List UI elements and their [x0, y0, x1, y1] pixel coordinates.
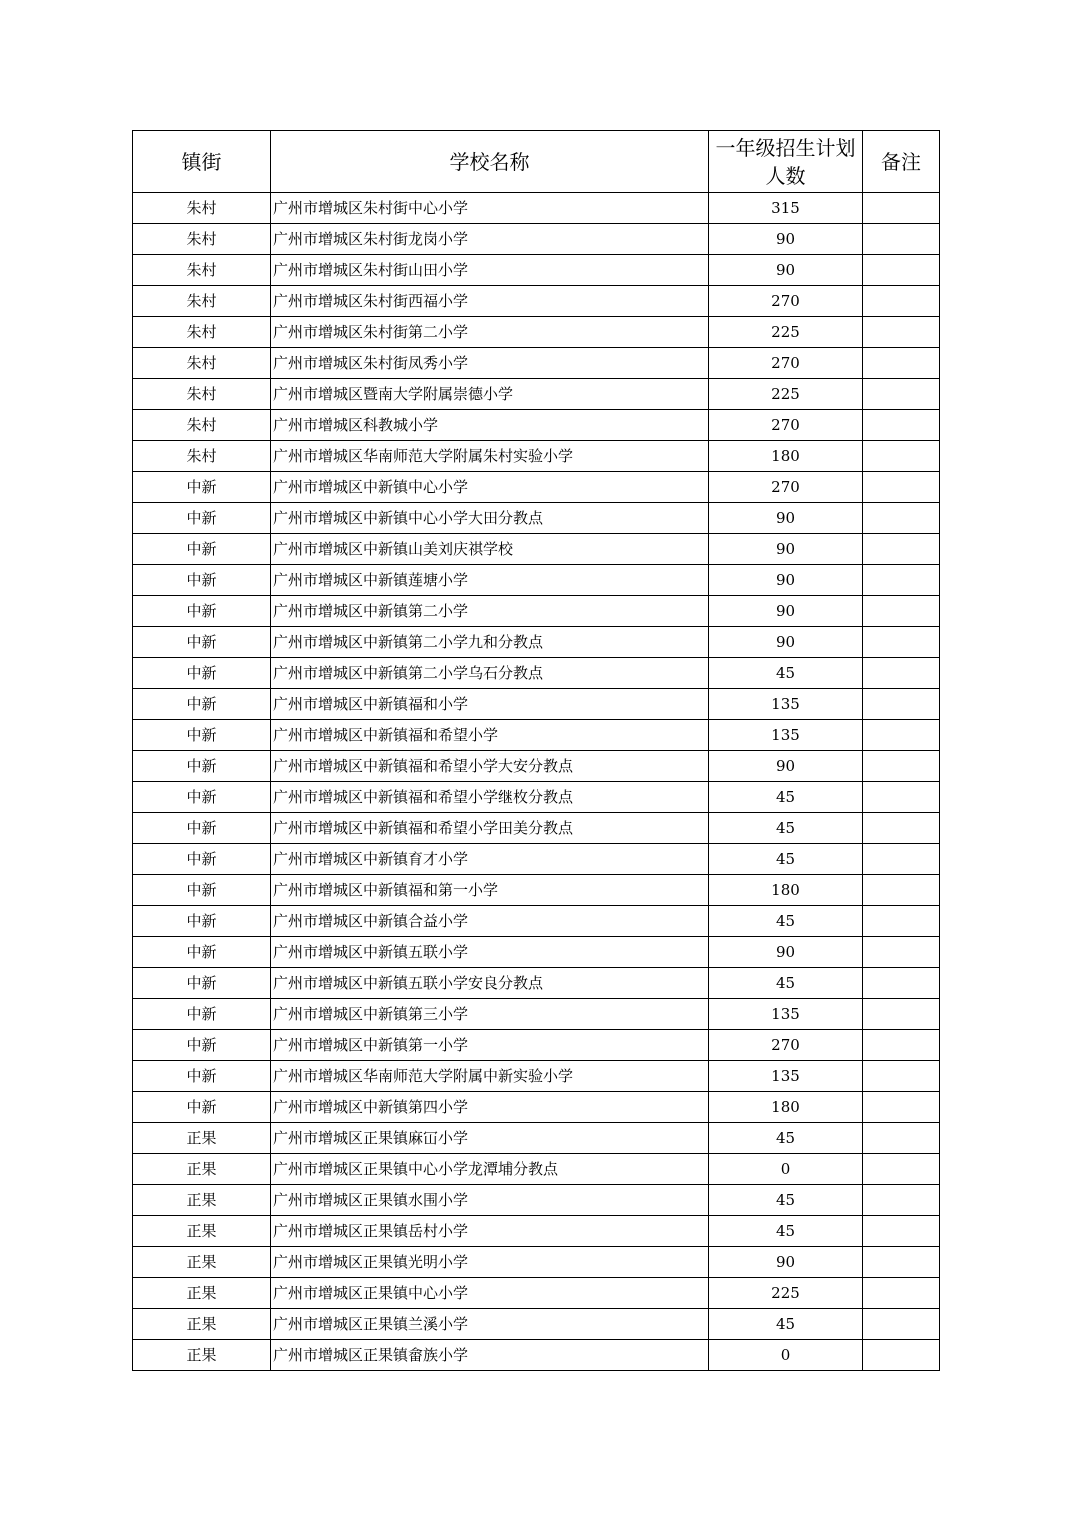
- cell-district: 正果: [133, 1278, 271, 1309]
- cell-enrollment-plan: 45: [709, 844, 863, 875]
- cell-enrollment-plan: 270: [709, 286, 863, 317]
- cell-district: 中新: [133, 720, 271, 751]
- cell-school-name: 广州市增城区中新镇第二小学: [271, 596, 709, 627]
- cell-school-name: 广州市增城区中新镇福和希望小学田美分教点: [271, 813, 709, 844]
- cell-note: [863, 379, 940, 410]
- cell-district: 中新: [133, 596, 271, 627]
- cell-school-name: 广州市增城区暨南大学附属崇德小学: [271, 379, 709, 410]
- cell-district: 中新: [133, 472, 271, 503]
- cell-enrollment-plan: 180: [709, 875, 863, 906]
- table-row: [133, 627, 940, 658]
- cell-district: 朱村: [133, 255, 271, 286]
- cell-school-name: 广州市增城区中新镇第二小学九和分教点: [271, 627, 709, 658]
- table-row: [133, 1278, 940, 1309]
- cell-note: [863, 534, 940, 565]
- cell-school-name: 广州市增城区朱村街第二小学: [271, 317, 709, 348]
- cell-note: [863, 813, 940, 844]
- cell-district: 中新: [133, 658, 271, 689]
- cell-school-name: 广州市增城区正果镇中心小学龙潭埔分教点: [271, 1154, 709, 1185]
- cell-note: [863, 286, 940, 317]
- cell-district: 朱村: [133, 410, 271, 441]
- cell-note: [863, 1309, 940, 1340]
- cell-district: 中新: [133, 937, 271, 968]
- table-row: [133, 410, 940, 441]
- cell-enrollment-plan: 45: [709, 968, 863, 999]
- cell-district: 朱村: [133, 379, 271, 410]
- cell-note: [863, 1030, 940, 1061]
- table-row: [133, 1216, 940, 1247]
- cell-school-name: 广州市增城区华南师范大学附属朱村实验小学: [271, 441, 709, 472]
- cell-school-name: 广州市增城区华南师范大学附属中新实验小学: [271, 1061, 709, 1092]
- cell-note: [863, 968, 940, 999]
- cell-note: [863, 906, 940, 937]
- cell-enrollment-plan: 180: [709, 1092, 863, 1123]
- cell-school-name: 广州市增城区正果镇岳村小学: [271, 1216, 709, 1247]
- table-row: [133, 1185, 940, 1216]
- cell-district: 正果: [133, 1309, 271, 1340]
- cell-note: [863, 937, 940, 968]
- cell-enrollment-plan: 90: [709, 627, 863, 658]
- table-row: [133, 1247, 940, 1278]
- cell-note: [863, 782, 940, 813]
- cell-district: 朱村: [133, 224, 271, 255]
- cell-school-name: 广州市增城区正果镇麻冚小学: [271, 1123, 709, 1154]
- cell-note: [863, 596, 940, 627]
- cell-note: [863, 472, 940, 503]
- cell-district: 朱村: [133, 317, 271, 348]
- table-row: [133, 534, 940, 565]
- cell-school-name: 广州市增城区中新镇福和希望小学大安分教点: [271, 751, 709, 782]
- cell-note: [863, 1154, 940, 1185]
- cell-district: 中新: [133, 534, 271, 565]
- cell-enrollment-plan: 315: [709, 193, 863, 224]
- table-row: [133, 658, 940, 689]
- cell-note: [863, 224, 940, 255]
- cell-school-name: 广州市增城区朱村街凤秀小学: [271, 348, 709, 379]
- cell-district: 中新: [133, 906, 271, 937]
- cell-note: [863, 1185, 940, 1216]
- cell-enrollment-plan: 135: [709, 720, 863, 751]
- cell-enrollment-plan: 90: [709, 751, 863, 782]
- cell-school-name: 广州市增城区朱村街西福小学: [271, 286, 709, 317]
- header-district: 镇街: [133, 131, 271, 193]
- table-row: [133, 875, 940, 906]
- cell-enrollment-plan: 0: [709, 1154, 863, 1185]
- cell-enrollment-plan: 45: [709, 1309, 863, 1340]
- cell-school-name: 广州市增城区中新镇第二小学乌石分教点: [271, 658, 709, 689]
- cell-district: 朱村: [133, 286, 271, 317]
- cell-school-name: 广州市增城区中新镇福和小学: [271, 689, 709, 720]
- cell-school-name: 广州市增城区朱村街山田小学: [271, 255, 709, 286]
- cell-school-name: 广州市增城区中新镇合益小学: [271, 906, 709, 937]
- table-header-row: [133, 131, 940, 193]
- cell-enrollment-plan: 45: [709, 813, 863, 844]
- cell-school-name: 广州市增城区正果镇兰溪小学: [271, 1309, 709, 1340]
- cell-enrollment-plan: 90: [709, 596, 863, 627]
- cell-note: [863, 1278, 940, 1309]
- cell-district: 中新: [133, 782, 271, 813]
- header-enrollment-plan: 一年级招生计划人数: [709, 131, 863, 193]
- cell-district: 朱村: [133, 348, 271, 379]
- table-row: [133, 813, 940, 844]
- cell-district: 中新: [133, 565, 271, 596]
- table-row: [133, 782, 940, 813]
- table-row: [133, 1061, 940, 1092]
- cell-note: [863, 503, 940, 534]
- table-body: [133, 193, 940, 1371]
- header-school-name: 学校名称: [271, 131, 709, 193]
- table-row: [133, 317, 940, 348]
- table-row: [133, 379, 940, 410]
- cell-note: [863, 255, 940, 286]
- cell-school-name: 广州市增城区中新镇中心小学: [271, 472, 709, 503]
- cell-district: 中新: [133, 1092, 271, 1123]
- header-note: 备注: [863, 131, 940, 193]
- cell-school-name: 广州市增城区中新镇莲塘小学: [271, 565, 709, 596]
- cell-note: [863, 844, 940, 875]
- table-row: [133, 968, 940, 999]
- table-row: [133, 1340, 940, 1371]
- cell-enrollment-plan: 135: [709, 689, 863, 720]
- cell-school-name: 广州市增城区中新镇中心小学大田分教点: [271, 503, 709, 534]
- table-row: [133, 193, 940, 224]
- cell-note: [863, 441, 940, 472]
- cell-school-name: 广州市增城区正果镇光明小学: [271, 1247, 709, 1278]
- cell-note: [863, 720, 940, 751]
- cell-note: [863, 565, 940, 596]
- cell-note: [863, 348, 940, 379]
- cell-enrollment-plan: 90: [709, 255, 863, 286]
- cell-district: 朱村: [133, 441, 271, 472]
- cell-district: 正果: [133, 1216, 271, 1247]
- cell-enrollment-plan: 270: [709, 1030, 863, 1061]
- cell-district: 朱村: [133, 193, 271, 224]
- table-row: [133, 565, 940, 596]
- enrollment-plan-table: [132, 130, 940, 1371]
- table-row: [133, 472, 940, 503]
- cell-note: [863, 1216, 940, 1247]
- table-row: [133, 906, 940, 937]
- table-row: [133, 441, 940, 472]
- table-row: [133, 286, 940, 317]
- cell-school-name: 广州市增城区正果镇畲族小学: [271, 1340, 709, 1371]
- cell-enrollment-plan: 45: [709, 1123, 863, 1154]
- cell-enrollment-plan: 90: [709, 224, 863, 255]
- cell-enrollment-plan: 225: [709, 1278, 863, 1309]
- cell-note: [863, 658, 940, 689]
- cell-note: [863, 1092, 940, 1123]
- cell-district: 中新: [133, 844, 271, 875]
- cell-enrollment-plan: 90: [709, 534, 863, 565]
- cell-enrollment-plan: 225: [709, 317, 863, 348]
- cell-note: [863, 1340, 940, 1371]
- table-row: [133, 844, 940, 875]
- table-row: [133, 689, 940, 720]
- cell-enrollment-plan: 45: [709, 782, 863, 813]
- cell-enrollment-plan: 45: [709, 658, 863, 689]
- cell-note: [863, 317, 940, 348]
- cell-district: 中新: [133, 968, 271, 999]
- table-row: [133, 720, 940, 751]
- cell-enrollment-plan: 90: [709, 1247, 863, 1278]
- table-row: [133, 937, 940, 968]
- cell-school-name: 广州市增城区朱村街龙岗小学: [271, 224, 709, 255]
- table-row: [133, 1092, 940, 1123]
- table-row: [133, 503, 940, 534]
- cell-school-name: 广州市增城区中新镇五联小学: [271, 937, 709, 968]
- cell-school-name: 广州市增城区科教城小学: [271, 410, 709, 441]
- cell-school-name: 广州市增城区中新镇福和希望小学: [271, 720, 709, 751]
- cell-enrollment-plan: 90: [709, 503, 863, 534]
- cell-note: [863, 1247, 940, 1278]
- table-row: [133, 999, 940, 1030]
- table-row: [133, 1030, 940, 1061]
- cell-note: [863, 751, 940, 782]
- cell-note: [863, 875, 940, 906]
- cell-school-name: 广州市增城区中新镇第四小学: [271, 1092, 709, 1123]
- cell-district: 正果: [133, 1123, 271, 1154]
- cell-district: 正果: [133, 1247, 271, 1278]
- cell-note: [863, 999, 940, 1030]
- table-row: [133, 1309, 940, 1340]
- cell-enrollment-plan: 90: [709, 565, 863, 596]
- cell-note: [863, 627, 940, 658]
- cell-enrollment-plan: 180: [709, 441, 863, 472]
- table-row: [133, 348, 940, 379]
- cell-enrollment-plan: 45: [709, 1185, 863, 1216]
- cell-note: [863, 410, 940, 441]
- cell-note: [863, 689, 940, 720]
- cell-enrollment-plan: 45: [709, 906, 863, 937]
- table-row: [133, 596, 940, 627]
- table-row: [133, 224, 940, 255]
- cell-enrollment-plan: 135: [709, 999, 863, 1030]
- cell-enrollment-plan: 45: [709, 1216, 863, 1247]
- table-row: [133, 1123, 940, 1154]
- table-row: [133, 1154, 940, 1185]
- cell-note: [863, 1123, 940, 1154]
- cell-enrollment-plan: 270: [709, 348, 863, 379]
- cell-district: 正果: [133, 1340, 271, 1371]
- cell-enrollment-plan: 0: [709, 1340, 863, 1371]
- cell-school-name: 广州市增城区中新镇福和第一小学: [271, 875, 709, 906]
- cell-district: 中新: [133, 689, 271, 720]
- cell-district: 中新: [133, 999, 271, 1030]
- cell-school-name: 广州市增城区中新镇山美刘庆祺学校: [271, 534, 709, 565]
- cell-district: 中新: [133, 875, 271, 906]
- cell-district: 正果: [133, 1185, 271, 1216]
- cell-note: [863, 193, 940, 224]
- cell-school-name: 广州市增城区朱村街中心小学: [271, 193, 709, 224]
- cell-district: 中新: [133, 503, 271, 534]
- cell-school-name: 广州市增城区中新镇育才小学: [271, 844, 709, 875]
- cell-district: 中新: [133, 627, 271, 658]
- cell-district: 中新: [133, 813, 271, 844]
- cell-school-name: 广州市增城区正果镇中心小学: [271, 1278, 709, 1309]
- cell-enrollment-plan: 270: [709, 472, 863, 503]
- table-row: [133, 255, 940, 286]
- cell-district: 中新: [133, 751, 271, 782]
- cell-enrollment-plan: 225: [709, 379, 863, 410]
- cell-school-name: 广州市增城区中新镇福和希望小学继枚分教点: [271, 782, 709, 813]
- cell-school-name: 广州市增城区中新镇第一小学: [271, 1030, 709, 1061]
- cell-school-name: 广州市增城区正果镇水围小学: [271, 1185, 709, 1216]
- cell-enrollment-plan: 270: [709, 410, 863, 441]
- cell-school-name: 广州市增城区中新镇第三小学: [271, 999, 709, 1030]
- table-row: [133, 751, 940, 782]
- cell-district: 中新: [133, 1061, 271, 1092]
- cell-school-name: 广州市增城区中新镇五联小学安良分教点: [271, 968, 709, 999]
- cell-district: 中新: [133, 1030, 271, 1061]
- cell-note: [863, 1061, 940, 1092]
- cell-enrollment-plan: 90: [709, 937, 863, 968]
- cell-enrollment-plan: 135: [709, 1061, 863, 1092]
- cell-district: 正果: [133, 1154, 271, 1185]
